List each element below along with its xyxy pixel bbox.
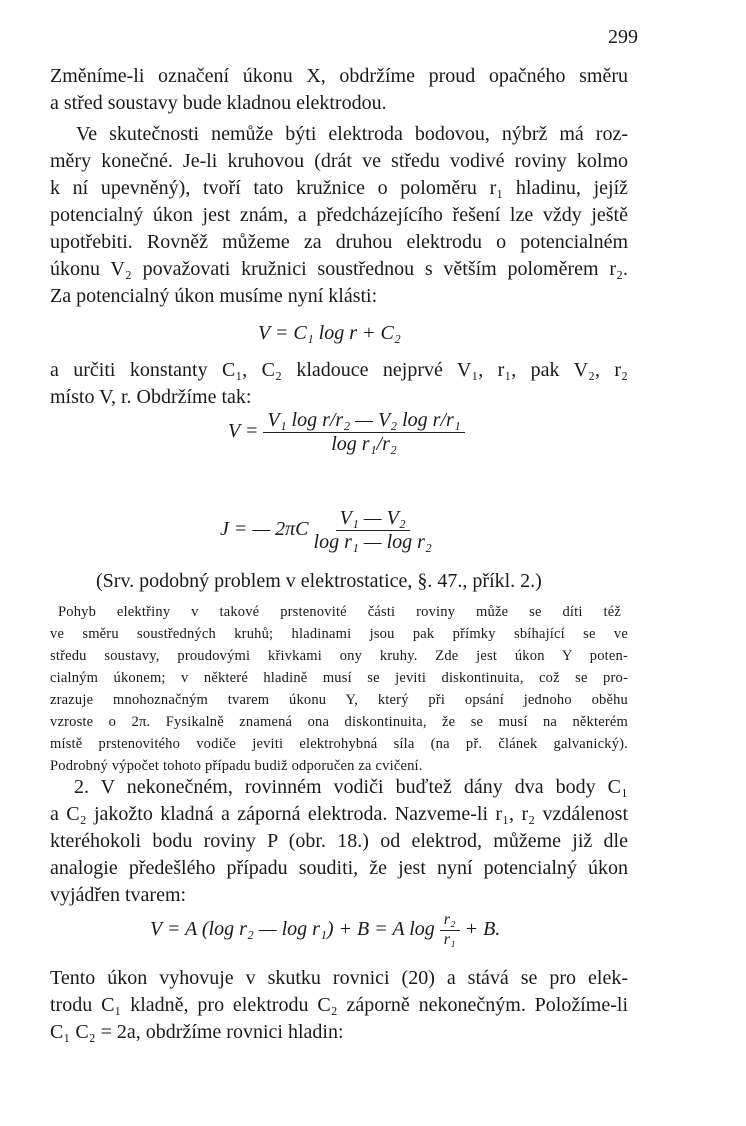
small-text-line: Pohyb elektřiny v takové prstenovité části roviny může se díti též <box>58 604 621 620</box>
text-line: k ní upevněný), tvoří tato kružnice o poloměru r₁ hladinu, jejíž <box>50 177 628 199</box>
page-number: 299 <box>608 26 638 48</box>
text-line: místo V, r. Obdržíme tak: <box>50 386 252 408</box>
text-line: vyjádřen tvarem: <box>50 884 187 906</box>
text-line: kteréhokoli bodu roviny P (obr. 18.) od elektrod, můžeme již dle <box>50 830 628 852</box>
equation-potential: V = C₁ log r + C₂ <box>258 322 401 344</box>
small-text-line: vzroste o 2π. Fysikalně znamená ona diskontinuita, že se musí na některém <box>50 714 628 730</box>
equation-final-numerator: r₂ <box>440 912 460 931</box>
equation-j-denominator: log r₁ — log r₂ <box>313 531 432 553</box>
text-line: 2. V nekonečném, rovinném vodiči buďtež dány dva body C₁ <box>74 776 628 798</box>
text-line: Ve skutečnosti nemůže býti elektroda bodovou, nýbrž má roz- <box>76 123 628 145</box>
small-text-line: středu soustavy, proudovými křivkami ony kruhy. Zde jest úkon Y poten- <box>50 648 628 664</box>
text-line: C₁ C₂ = 2a, obdržíme rovnici hladin: <box>50 1021 344 1043</box>
equation-j-fraction <box>314 508 432 553</box>
text-line: úkonu V₂ považovati kružnici soustřednou s větším poloměrem r₂. <box>50 258 628 280</box>
equation-final-fraction <box>440 912 460 949</box>
equation-j-lhs: J = — 2πC <box>220 518 309 541</box>
text-line: měry konečné. Je-li kruhovou (drát ve středu vodivé roviny kolmo <box>50 150 628 172</box>
equation-v-numerator: V₁ log r/r₂ — V₂ log r/r₁ <box>263 410 464 433</box>
text-line: Za potencialný úkon musíme nyní klásti: <box>50 285 378 307</box>
equation-v-lhs: V = <box>228 420 259 443</box>
text-line: analogie předešlého případu souditi, že jest nyní potencialný úkon <box>50 857 628 879</box>
equation-j-numerator: V₁ — V₂ <box>336 508 410 531</box>
small-text-line: Podrobný výpočet tohoto případu budiž odporučen za cvičení. <box>50 758 423 774</box>
text-line: Tento úkon vyhovuje v skutku rovnici (20) a stává se pro elek- <box>50 967 628 989</box>
equation-v-denominator: log r₁/r₂ <box>331 433 397 455</box>
equation-v <box>228 410 465 455</box>
equation-j <box>220 508 432 553</box>
equation-final-denominator: r₁ <box>443 930 456 948</box>
small-text-line: cialným úkonem; v některé hladině musí se jeviti diskontinuita, což se pro- <box>50 670 628 686</box>
text-line: potencialný úkon jest znám, a předcházejícího řešení lze vždy ještě <box>50 204 628 226</box>
equation-final <box>150 912 500 949</box>
text-line: a C₂ jakožto kladná a záporná elektroda. Nazveme-li r₁, r₂ vzdálenost <box>50 803 628 825</box>
text-line: a určiti konstanty C₁, C₂ kladouce nejprvé V₁, r₁, pak V₂, r₂ <box>50 359 628 381</box>
text-line: trodu C₁ kladně, pro elektrodu C₂ záporně nekonečným. Položíme-li <box>50 994 628 1016</box>
small-text-line: zrazuje mnohoznačným tvarem úkonu Y, který při opsání jednoho oběhu <box>50 692 628 708</box>
small-text-line: ve směru soustředných kruhů; hladinami jsou pak přímky sbíhající se ve <box>50 626 628 642</box>
equation-final-tail: + B. <box>464 917 501 940</box>
equation-v-fraction <box>263 410 464 455</box>
small-text-line: místě prstenovitého vodiče jeviti elektrohybná síla (na př. článek galvanický). <box>50 736 628 752</box>
text-line: Změníme-li označení úkonu X, obdržíme proud opačného směru <box>50 65 628 87</box>
reference-line: (Srv. podobný problem v elektrostatice, §. 47., příkl. 2.) <box>96 570 542 592</box>
text-line: upotřebiti. Rovněž můžeme za druhou elektrodu o potencialném <box>50 231 628 253</box>
text-line: a střed soustavy bude kladnou elektrodou. <box>50 92 387 114</box>
equation-final-main: V = A (log r₂ — log r₁) + B = A log <box>150 917 435 940</box>
